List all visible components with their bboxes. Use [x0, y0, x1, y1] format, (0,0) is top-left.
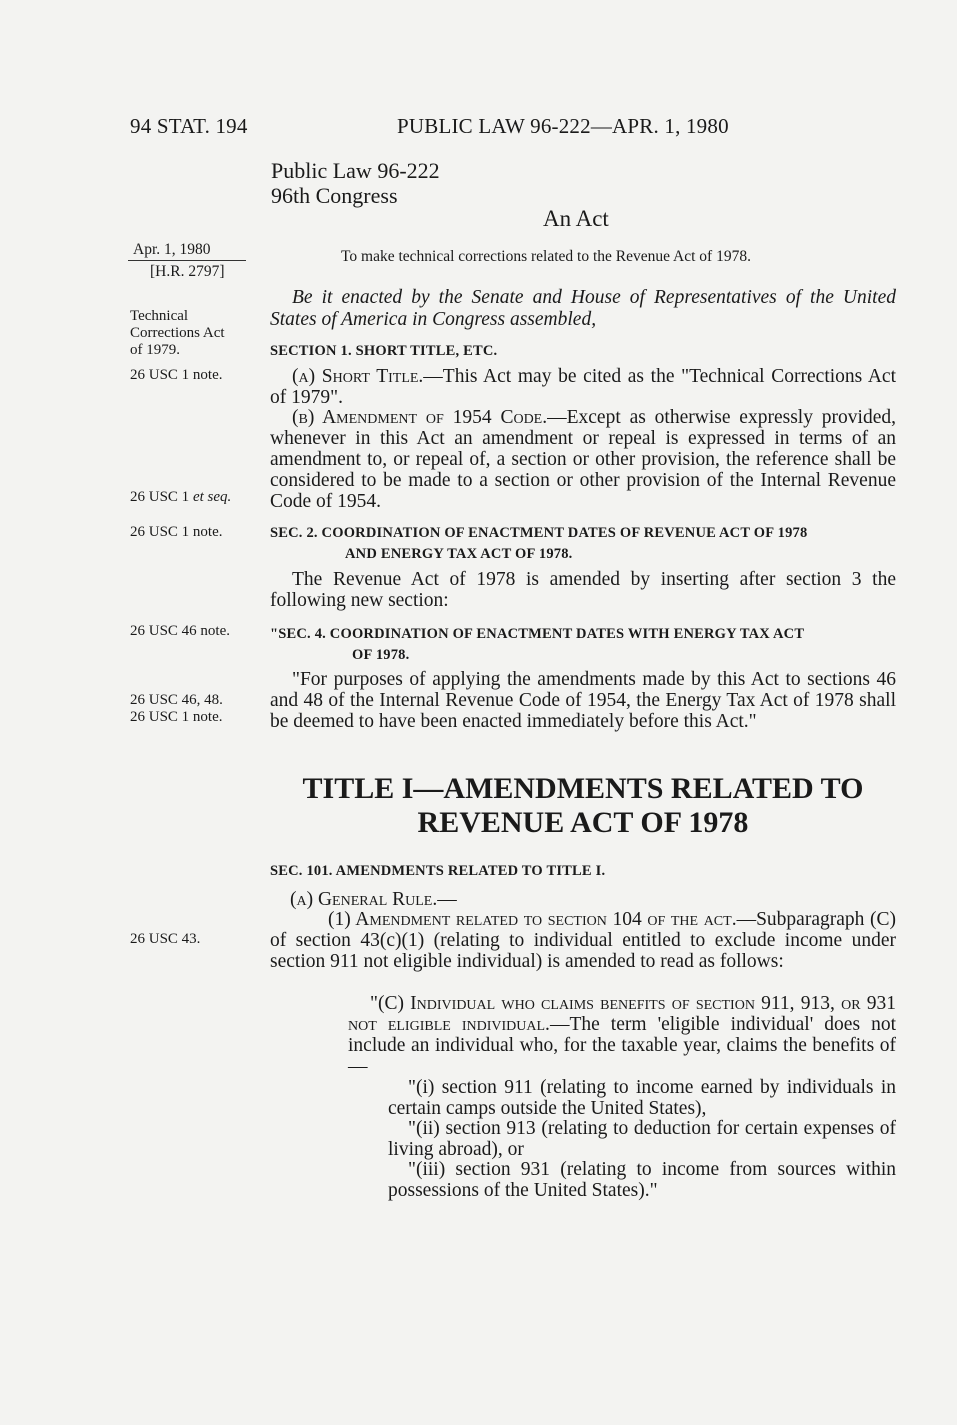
margin-note-line: 26 USC 1 note.: [130, 709, 223, 725]
section-2-heading: [270, 523, 896, 565]
act-heading: An Act: [543, 206, 609, 231]
section-1a: [270, 366, 896, 408]
margin-note-line: 26 USC 46, 48.: [130, 692, 223, 708]
margin-note: 26 USC 1 note.: [130, 524, 223, 540]
margin-date: Apr. 1, 1980: [133, 241, 211, 258]
margin-note-text: 26 USC 1: [130, 489, 193, 505]
margin-short-title: [130, 308, 225, 359]
section-2-text: The Revenue Act of 1978 is amended by inserting after section 3 the following new section:: [270, 569, 896, 611]
clause-ii: "(ii) section 913 (relating to deduction for certain expenses of living abroad), or: [388, 1118, 896, 1160]
margin-note: 26 USC 1 note.: [130, 367, 223, 383]
margin-note: [130, 692, 223, 726]
margin-note: [130, 489, 231, 506]
enacting-text: Be it enacted by the Senate and House of Representatives of the United States of America in Congress assembled,: [270, 287, 896, 330]
subsection-head: (a) Short Title.: [292, 366, 424, 387]
page-number: 94 STAT. 194: [130, 114, 248, 138]
margin-note: 26 USC 43.: [130, 931, 201, 947]
paragraph-1: [270, 909, 896, 972]
subsection-a-heading: [270, 889, 896, 910]
section-1b: [270, 407, 896, 512]
running-head: PUBLIC LAW 96-222—APR. 1, 1980: [397, 114, 729, 138]
heading-line: SEC. 2. COORDINATION OF ENACTMENT DATES OF REVENUE ACT OF 1978: [270, 525, 808, 541]
subsection-head: (b) Amendment of 1954 Code.: [292, 407, 548, 428]
subsection-text: —Except as otherwise expressly provided, whenever in this Act an amendment or repeal is expressed in terms of an amendment to, or repeal of, a section or other provision, the reference shall be considered to be made to a section or other provision of the Internal Revenue Code of 1954.: [270, 407, 896, 512]
margin-note-italic: et seq.: [192, 489, 232, 505]
heading-line: "SEC. 4. COORDINATION OF ENACTMENT DATES WITH ENERGY TAX ACT: [270, 626, 805, 642]
section-4-text: "For purposes of applying the amendments made by this Act to sections 46 and 48 of the Internal Revenue Code of 1954, the Energy Tax Act of 1978 shall be deemed to have been enacted immediately before this Act.": [270, 669, 896, 732]
margin-bill: [H.R. 2797]: [150, 263, 225, 280]
margin-short-title-line: Corrections Act: [130, 325, 225, 341]
margin-rule: [128, 260, 246, 261]
paragraph-head: (1) Amendment related to section 104 of the act.: [328, 909, 737, 930]
subparagraph-c: [348, 993, 896, 1077]
margin-note: 26 USC 46 note.: [130, 623, 231, 639]
margin-short-title-line: Technical: [130, 308, 189, 324]
paragraph-text: —Subparagraph (C) of section 43(c)(1) (relating to individual entitled to exclude income under section 911 not eligible individual) is amended to read as follows:: [270, 909, 896, 972]
heading-line: OF 1978.: [352, 647, 410, 663]
clause-iii: "(iii) section 931 (relating to income from sources within possessions of the United States).": [388, 1159, 896, 1201]
title-line: TITLE I—AMENDMENTS RELATED TO: [302, 772, 864, 805]
law-number: Public Law 96-222: [271, 158, 440, 183]
subsection-text: —This Act may be cited as the "Technical Corrections Act of 1979".: [270, 366, 896, 408]
heading-line: AND ENERGY TAX ACT OF 1978.: [345, 546, 573, 562]
section-4-heading: [270, 624, 896, 666]
congress: 96th Congress: [271, 183, 398, 208]
act-purpose: To make technical corrections related to the Revenue Act of 1978.: [341, 248, 751, 265]
clause-i: "(i) section 911 (relating to income earned by individuals in certain camps outside the United States),: [388, 1077, 896, 1119]
margin-short-title-line: of 1979.: [130, 342, 180, 358]
subparagraph-head: "(C) Individual who claims benefits of section 911, 913, or 931 not eligible individual.: [348, 993, 896, 1035]
subparagraph-text: —The term 'eligible individual' does not include an individual who, for the taxable year, claims the benefits of—: [348, 1014, 897, 1077]
section-101-heading: SEC. 101. AMENDMENTS RELATED TO TITLE I.: [270, 863, 606, 879]
title-heading: [270, 772, 896, 840]
title-line: REVENUE ACT OF 1978: [417, 806, 749, 839]
enacting-clause: [270, 287, 896, 330]
subsection-head: (a) General Rule.—: [290, 889, 457, 910]
section-1-heading: SECTION 1. SHORT TITLE, ETC.: [270, 343, 498, 359]
